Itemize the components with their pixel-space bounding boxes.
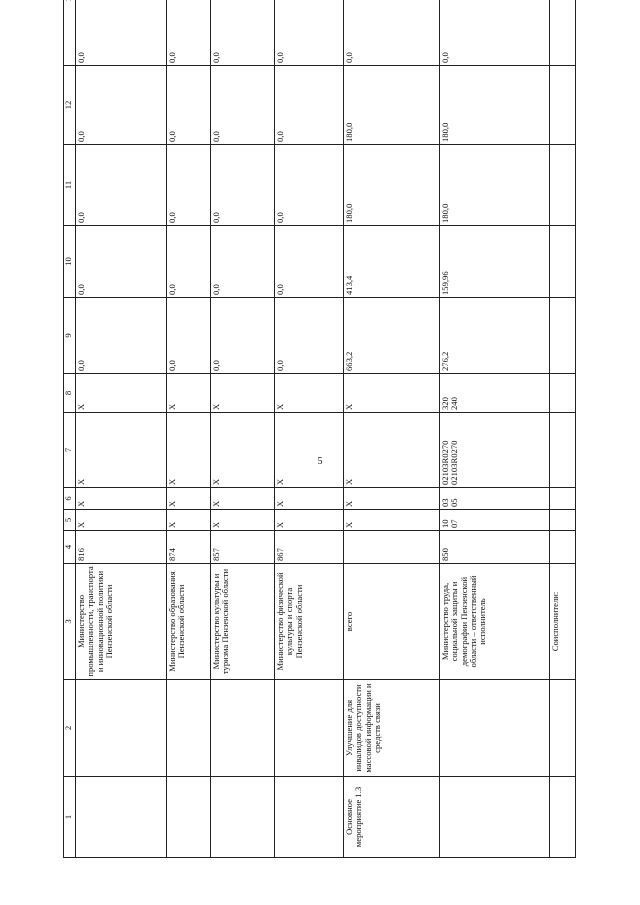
cell: 159,96 xyxy=(440,226,550,298)
cell: 0,0 xyxy=(211,226,275,298)
col-header: 4 xyxy=(64,531,76,564)
cell: 0,0 xyxy=(167,226,211,298)
cell: X xyxy=(167,374,211,413)
cell: X xyxy=(275,488,344,510)
cell xyxy=(550,777,576,858)
page-number: 5 xyxy=(317,456,323,467)
cell: 0,0 xyxy=(76,0,167,66)
cell: X xyxy=(167,413,211,488)
cell: Министерство промышленности, транспорта и инновационной политики Пензенской области xyxy=(76,564,167,680)
cell: 850 xyxy=(440,531,550,564)
cell: 663,2 xyxy=(344,298,440,374)
cell: X xyxy=(211,374,275,413)
cell: 0,0 xyxy=(76,66,167,145)
cell: 0,0 xyxy=(275,66,344,145)
cell: 867 xyxy=(275,531,344,564)
cell: X xyxy=(76,413,167,488)
cell: 0,0 xyxy=(275,298,344,374)
table-container xyxy=(63,30,575,858)
cell: Министерство физической культуры и спорта Пензенской области xyxy=(275,564,344,680)
table-row xyxy=(550,0,576,858)
cell: 0,0 xyxy=(275,0,344,66)
cell xyxy=(550,488,576,510)
table-row xyxy=(440,0,550,858)
cell xyxy=(275,680,344,777)
cell xyxy=(550,413,576,488)
cell: 180,0 xyxy=(440,145,550,226)
cell: 0,0 xyxy=(344,0,440,66)
rotated-table xyxy=(63,30,575,858)
col-header: 6 xyxy=(64,488,76,510)
cell xyxy=(550,680,576,777)
cell: X xyxy=(76,488,167,510)
cell: X xyxy=(344,374,440,413)
cell: 180,0 xyxy=(344,66,440,145)
col-header: 2 xyxy=(64,680,76,777)
col-header: 5 xyxy=(64,510,76,531)
cell: 0,0 xyxy=(167,66,211,145)
table-row xyxy=(76,0,167,858)
header-row xyxy=(64,0,76,858)
cell: 0,0 xyxy=(76,298,167,374)
cell: 02103R0270 02103R0270 xyxy=(440,413,550,488)
col-header: 3 xyxy=(64,564,76,680)
cell: X xyxy=(275,510,344,531)
cell: X xyxy=(275,413,344,488)
cell xyxy=(550,531,576,564)
col-header: 12 xyxy=(64,66,76,145)
cell: 413,4 xyxy=(344,226,440,298)
cell: Министерство образования Пензенской области xyxy=(167,564,211,680)
cell: всего xyxy=(344,564,440,680)
cell: X xyxy=(344,488,440,510)
col-header: 10 xyxy=(64,226,76,298)
col-header: 1 xyxy=(64,777,76,858)
table-row xyxy=(167,0,211,858)
cell xyxy=(550,0,576,66)
cell: X xyxy=(167,488,211,510)
cell xyxy=(550,374,576,413)
cell: X xyxy=(211,510,275,531)
cell: X xyxy=(76,374,167,413)
cell xyxy=(167,680,211,777)
cell: 0,0 xyxy=(167,145,211,226)
cell: 180,0 xyxy=(344,145,440,226)
cell: 0,0 xyxy=(76,145,167,226)
cell-activity-name: Улучшение для инвалидов доступности массовой информации и средств связи xyxy=(344,680,440,777)
table-row xyxy=(275,0,344,858)
cell: 0,0 xyxy=(167,0,211,66)
cell: Соисполнители: xyxy=(550,564,576,680)
cell: X xyxy=(167,510,211,531)
cell xyxy=(550,510,576,531)
cell-activity-number: Основное мероприятие 1.3 xyxy=(344,777,440,858)
col-header xyxy=(64,0,76,66)
cell: 0,0 xyxy=(211,145,275,226)
cell: 874 xyxy=(167,531,211,564)
col-header: 8 xyxy=(64,374,76,413)
cell xyxy=(167,777,211,858)
cell: 180,0 xyxy=(440,66,550,145)
cell: 857 xyxy=(211,531,275,564)
cell: X xyxy=(211,413,275,488)
cell: X xyxy=(275,374,344,413)
cell xyxy=(76,680,167,777)
cell xyxy=(76,777,167,858)
table-row xyxy=(344,0,440,858)
cell: 0,0 xyxy=(275,145,344,226)
cell: Министерство культуры и туризма Пензенской области xyxy=(211,564,275,680)
cell xyxy=(275,777,344,858)
cell: 0,0 xyxy=(211,0,275,66)
cell: 816 xyxy=(76,531,167,564)
cell: 03 05 xyxy=(440,488,550,510)
cell: 0,0 xyxy=(440,0,550,66)
cell xyxy=(211,777,275,858)
cell: 0,0 xyxy=(211,66,275,145)
cell xyxy=(440,777,550,858)
cell: 276,2 xyxy=(440,298,550,374)
cell: Министерство труда, социальной защиты и демографии Пензенской области – ответственный исполнитель xyxy=(440,564,550,680)
col-header: 9 xyxy=(64,298,76,374)
cell: 320 240 xyxy=(440,374,550,413)
col-header: 7 xyxy=(64,413,76,488)
budget-table xyxy=(63,0,576,858)
cell: 0,0 xyxy=(167,298,211,374)
cell: 10 07 xyxy=(440,510,550,531)
cell xyxy=(440,680,550,777)
cell xyxy=(550,145,576,226)
cell xyxy=(550,226,576,298)
cell: 0,0 xyxy=(275,226,344,298)
cell: X xyxy=(344,413,440,488)
table-row xyxy=(211,0,275,858)
cell xyxy=(550,298,576,374)
cell xyxy=(211,680,275,777)
cell: X xyxy=(76,510,167,531)
cell: 0,0 xyxy=(76,226,167,298)
cell xyxy=(550,66,576,145)
cell: X xyxy=(211,488,275,510)
col-header: 11 xyxy=(64,145,76,226)
cell: 0,0 xyxy=(211,298,275,374)
cell: X xyxy=(344,510,440,531)
cell xyxy=(344,531,440,564)
